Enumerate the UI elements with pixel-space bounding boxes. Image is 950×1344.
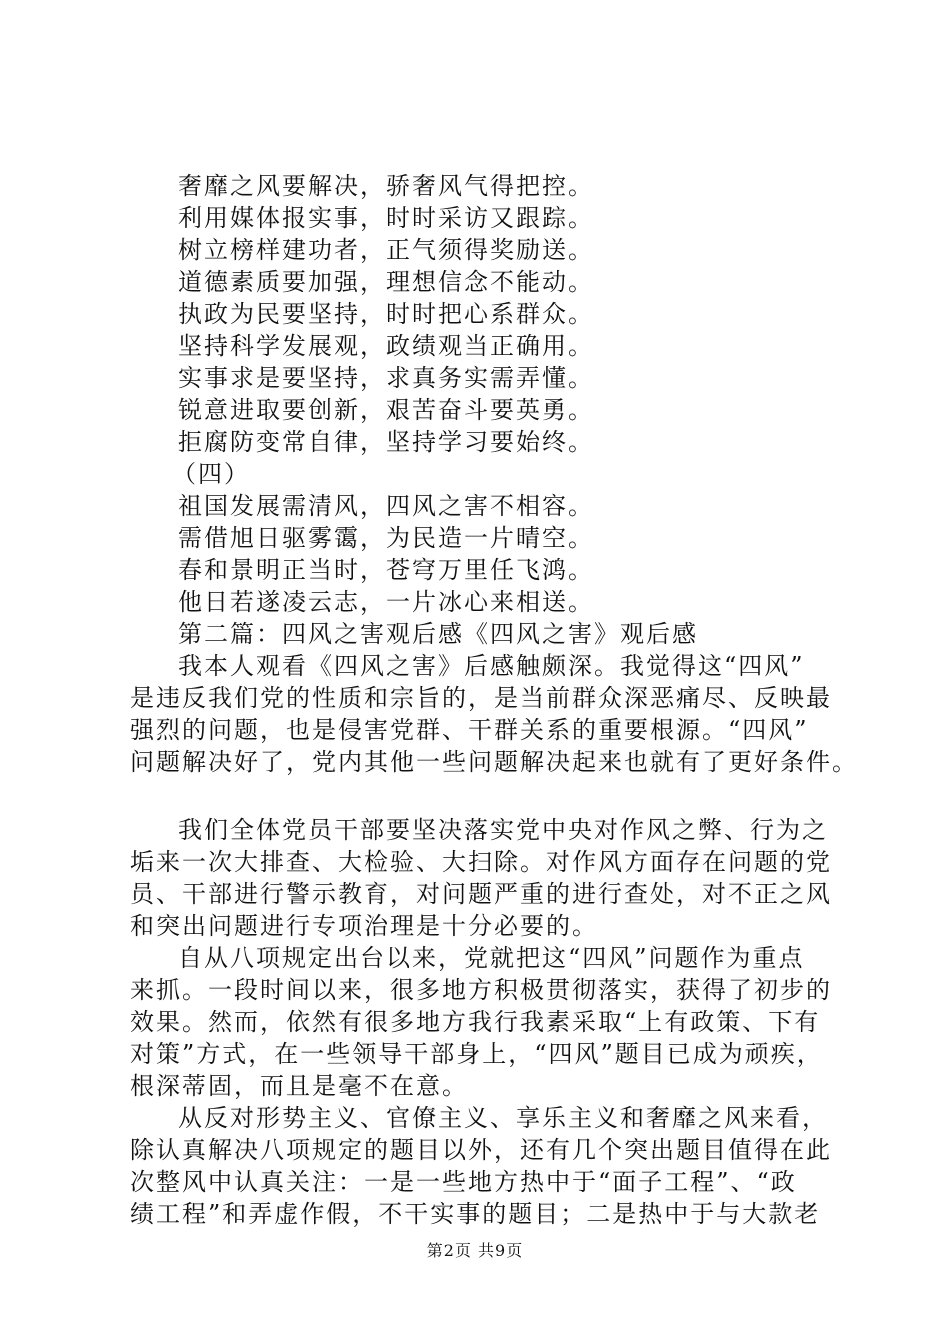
poem-line: 执政为民要坚持，时时把心系群众。 xyxy=(178,300,594,328)
paragraph-line: 是违反我们党的性质和宗旨的，是当前群众深恶痛尽、反映最 xyxy=(130,684,832,712)
section-heading: （四） xyxy=(172,460,250,488)
page-content xyxy=(130,170,858,1230)
paragraph-line: 和突出问题进行专项治理是十分必要的。 xyxy=(130,912,598,940)
paragraph-line: 员、干部进行警示教育，对问题严重的进行查处，对不正之风 xyxy=(130,880,832,908)
paragraph-line: 除认真解决八项规定的题目以外，还有几个突出题目值得在此 xyxy=(130,1136,832,1164)
paragraph-line: 强烈的问题，也是侵害党群、干群关系的重要根源。“四风” xyxy=(130,716,809,744)
poem-line: 他日若遂凌云志，一片冰心来相送。 xyxy=(178,588,594,616)
paragraph-line: 我本人观看《四风之害》后感触颇深。我觉得这“四风” xyxy=(178,652,805,680)
poem-line: 坚持科学发展观，政绩观当正确用。 xyxy=(178,332,594,360)
poem-line: 实事求是要坚持，求真务实需弄懂。 xyxy=(178,364,594,392)
paragraph-line: 问题解决好了，党内其他一些问题解决起来也就有了更好条件。 xyxy=(130,748,858,776)
chapter-title: 第二篇：四风之害观后感《四风之害》观后感 xyxy=(178,620,698,648)
paragraph-line: 根深蒂固，而且是毫不在意。 xyxy=(130,1072,468,1100)
paragraph xyxy=(130,1102,850,1230)
poem-line: 利用媒体报实事，时时采访又跟踪。 xyxy=(178,204,594,232)
paragraph-line: 次整风中认真关注：一是一些地方热中于“面子工程”、“政 xyxy=(130,1168,797,1196)
paragraph-line: 来抓。一段时间以来，很多地方积极贯彻落实，获得了初步的 xyxy=(130,976,832,1004)
paragraph-line: 自从八项规定出台以来，党就把这“四风”问题作为重点 xyxy=(178,944,805,972)
poem-line: 祖国发展需清风，四风之害不相容。 xyxy=(178,492,594,520)
poem-line: 需借旭日驱雾霭，为民造一片晴空。 xyxy=(178,524,594,552)
paragraph xyxy=(130,814,850,942)
poem-line: 树立榜样建功者，正气须得奖励送。 xyxy=(178,236,594,264)
paragraph-line: 绩工程”和弄虚作假，不干实事的题目；二是热中于与大款老 xyxy=(130,1200,821,1228)
poem-line: 春和景明正当时，苍穹万里任飞鸿。 xyxy=(178,556,594,584)
paragraph-line: 我们全体党员干部要坚决落实党中央对作风之弊、行为之 xyxy=(178,816,828,844)
poem-line: 道德素质要加强，理想信念不能动。 xyxy=(178,268,594,296)
paragraph-line: 效果。然而，依然有很多地方我行我素采取“上有政策、下有 xyxy=(130,1008,821,1036)
paragraph xyxy=(130,650,858,778)
poem-line: 锐意进取要创新，艰苦奋斗要英勇。 xyxy=(178,396,594,424)
poem-line: 奢靡之风要解决，骄奢风气得把控。 xyxy=(178,172,594,200)
paragraph-line: 对策”方式，在一些领导干部身上，“四风”题目已成为顽疾， xyxy=(130,1040,823,1068)
paragraph-line: 从反对形势主义、官僚主义、享乐主义和奢靡之风来看， xyxy=(178,1104,828,1132)
page-footer: 第2页 共9页 xyxy=(426,1241,524,1260)
poem-line: 拒腐防变常自律，坚持学习要始终。 xyxy=(178,428,594,456)
paragraph-gap xyxy=(130,778,850,814)
paragraph-line: 垢来一次大排查、大检验、大扫除。对作风方面存在问题的党 xyxy=(130,848,832,876)
paragraph xyxy=(130,942,850,1102)
